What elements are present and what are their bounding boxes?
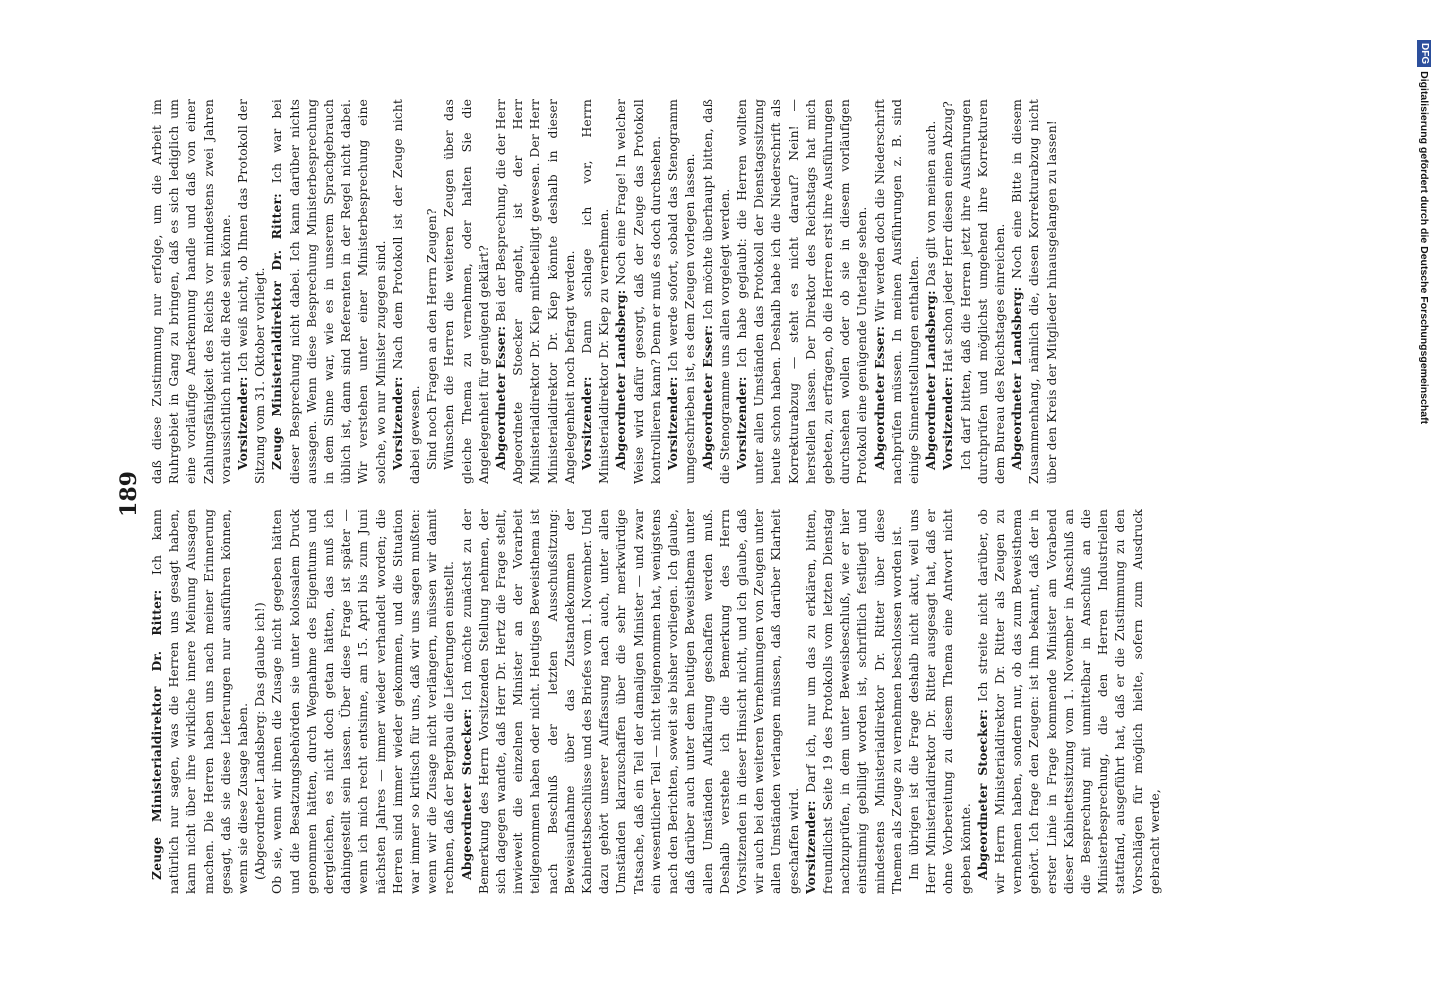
paragraph: Wünschen die Herren die weiteren Zeugen über das gleiche Thema zu vernehmen, oder halten Sie die Angelegenheit für genügend geklärt? [441,99,491,484]
paragraph: Zeuge Ministerialdirektor Dr. Ritter: Ich kann natürlich nur sagen, was die Herren uns gesagt haben, kann nicht über ihre wirkliche innere Meinung Aussagen machen. Die Herren haben uns nach meiner Erinnerung gesagt, daß sie diese Lieferungen nur ausführen können, wenn sie diese Zusage haben. [149,509,251,894]
paragraph: Abgeordneter Landsberg: Noch eine Bitte in diesem Zusammenhang, nämlich die, diesen Korrekturabzug nicht über den Kreis der Mitglieder hinausgelangen zu lassen! [1009,99,1059,484]
paragraph: Vorsitzender: Hat schon jeder Herr diesen einen Abzug? [940,101,956,470]
speaker-name: Abgeordneter Landsberg: [1009,286,1025,470]
right-column [148,99,1293,484]
paragraph: Abgeordneter Esser: Ich möchte überhaupt bitten, daß die Stenogramme uns allen vorgelegt werden. [699,99,732,484]
speaker-name: Abgeordneter Esser: [493,325,509,470]
speaker-name: Vorsitzender: [389,376,405,470]
speaker-name: Zeuge Ministerialdirektor Dr. Ritter: [269,193,285,470]
paragraph: daß diese Zustimmung nur erfolge, um die Arbeit im Ruhrgebiet in Gang zu bringen, daß es sich lediglich um eine vorläufige Anerkennung handle und daß von einer Zahlungsfähigkeit des Reichs vor mindestens zwei Jahren voraussichtlich nicht die Rede sein könne. [149,99,233,484]
speaker-name: Zeuge Ministerialdirektor Dr. Ritter: [149,589,164,880]
paragraph: Abgeordneter Stoecker: Ich möchte zunächst zu der Bemerkung des Herrn Vorsitzenden Stellung nehmen, der sich dagegen wandte, daß Herr Dr. Hertz die Frage stellt, inwieweit die einzelnen Minister an der Vorarbeit teilgenommen haben oder nicht. Heutiges Beweisthema ist nach Beschluß der letzten Ausschußsitzung: Beweisaufnahme über das Zustandekommen der Kabinettsbeschlüsse und des Briefes vom 1. November. Und dazu gehört unserer Auffassung nach auch, unter allen Umständen klarzuschaffen über die sehr merkwürdige Tatsache, daß ein Teil der damaligen Minister — und zwar ein wesentlicher Teil — nicht teilgenommen hat, wenigstens nach den Berichten, soweit sie bisher vorliegen. Ich glaube, daß darüber auch unter dem heutigen Beweisthema unter allen Umständen Aufklärung geschaffen werden muß. Deshalb verstehe ich die Bemerkung des Herrn Vorsitzenden in dieser Hinsicht nicht, und ich glaube, daß wir auch bei den weiteren Vernehmungen von Zeugen unter allen Umständen verlangen müssen, daß darüber Klarheit geschaffen wird. [458,509,801,894]
paragraph: Abgeordneter Stoecker: Ich streite nicht darüber, ob wir Herrn Ministerialdirektor Dr. Ritter als Zeugen zu vernehmen haben, sondern nur, ob das zum Beweisthema gehört. Ich frage den Zeugen: ist ihm bekannt, daß der in erster Linie in Frage kommende Minister am Vorabend dieser Kabinettssitzung vom 1. November in Anschluß an die Besprechung mit unmittelbar in Anschluß an die Ministerbesprechung, die den Herren Industriellen stattfand, ausgeführt hat, daß er die Zustimmung zu den Vorschlägen für möglich hielte, sofern zum Ausdruck gebracht werde, [974,509,1162,894]
dfg-logo: DFG [1417,40,1431,67]
page-content [108,84,1298,904]
paragraph: Vorsitzender: Ich habe geglaubt: die Herren wollten unter allen Umständen das Protokoll der Dienstagssitzung heute schon haben. Deshalb habe ich die Niederschrift als Korrekturabzug — steht es nicht darauf? Nein! — herstellen lassen. Der Direktor des Reichstags hat mich gebeten, zu erfragen, ob die Herren erst ihre Ausführungen durchsehen wollen oder ob sie in diesem vorläufigen Protokoll eine genügende Unterlage sehen. [733,99,870,484]
speaker-name: Abgeordneter Esser: [871,325,887,470]
document-page [108,84,1298,904]
speaker-name: Vorsitzender: [665,376,681,470]
credit-sidebar [1414,40,1434,1000]
page-number: 189 [116,471,142,517]
speaker-name: Vorsitzender: [733,376,749,470]
paragraph: Vorsitzender: Nach dem Protokoll ist der Zeuge nicht dabei gewesen. [389,99,423,484]
paragraph: Abgeordneter Esser: Bei der Besprechung, die der Herr Abgeordnete Stoecker angeht, ist der Herr Ministerialdirektor Dr. Kiep mitbeteiligt gewesen. Der Herr Ministerialdirektor Dr. Kiep könnte deshalb in dieser Angelegenheit noch befragt werden. [493,99,577,484]
paragraph: Sind noch Fragen an den Herrn Zeugen? [424,208,440,470]
paragraph: Im übrigen ist die Frage deshalb nicht akut, weil uns Herr Ministerialdirektor Dr. Ritter ausgesagt hat, daß er ohne Vorbereitung zu diesem Thema eine Antwort nicht geben könnte. [905,509,973,894]
speaker-name: Abgeordneter Landsberg: [923,290,939,470]
paragraph: Abgeordneter Landsberg: Das gilt von meinen auch. [923,120,939,470]
paragraph: Zeuge Ministerialdirektor Dr. Ritter: Ich war bei dieser Besprechung nicht dabei. Ich kann darüber nichts aussagen. Wenn diese Besprechung Ministerbesprechung in dem Sinne war, wie es in unserem Sprachgebrauch üblich ist, dann sind Referenten in der Regel nicht dabei. Wir verstehen unter einer Ministerbesprechung eine solche, wo nur Minister zugegen sind. [269,99,388,484]
left-column [148,509,1293,894]
speaker-name: Vorsitzender: [235,376,251,470]
paragraph: Vorsitzender: Ich weiß nicht, ob Ihnen das Protokoll der Sitzung vom 31. Oktober vorliegt. [235,99,268,484]
paragraph: Abgeordneter Landsberg: Noch eine Frage! In welcher Weise wird dafür gesorgt, daß der Zeuge das Protokoll kontrollieren kann? Denn er muß es doch durchsehen. [613,99,663,484]
speaker-name: Vorsitzender: [940,376,956,470]
speaker-name: Abgeordneter Stoecker: [974,708,990,880]
credit-text: Digitalisierung gefördert durch die Deutsche Forschungsgemeinschaft [1418,71,1430,425]
paragraph: Vorsitzender: Darf ich, nur um das zu erklären, bitten, freundlichst Seite 19 des Protokolls vom letzten Dienstag nachzuprüfen, in dem unter Beweisbeschluß, wie er hier einstimmig gebilligt worden ist, schriftlich festliegt und mindestens Ministerialdirektor Dr. Ritter über diese Themen als Zeuge zu vernehmen beschlossen worden ist. [802,509,904,894]
paragraph: Ich darf bitten, daß die Herren jetzt ihre Ausführungen durchprüfen und möglichst umgehend ihre Korrekturen dem Bureau des Reichstages einreichen. [957,99,1007,484]
speaker-name: Abgeordneter Esser: [699,324,715,470]
speaker-name: Abgeordneter Stoecker: [458,708,474,880]
paragraph: Vorsitzender: Dann schlage ich vor, Herrn Ministerialdirektor Dr. Kiep zu vernehmen. [579,99,612,484]
speaker-name: Vorsitzender: [579,376,595,470]
paragraph: Vorsitzender: Ich werde sofort, sobald das Stenogramm umgeschrieben ist, es dem Zeugen vorlegen lassen. [665,99,698,484]
speaker-name: Abgeordneter Landsberg: [613,289,629,470]
paragraph: Abgeordneter Esser: Wir werden doch die Niederschrift nachprüfen müssen. In meinen Ausführungen z. B. sind einige Sinnentstellungen enthalten. [871,99,921,484]
paragraph: Ob sie, wenn wir ihnen die Zusage nicht gegeben hätten und die Besatzungsbehörden sie unter kolossalem Druck genommen hätten, durch Wegnahme des Eigentums und dergleichen, es nicht doch getan hätten, das muß ich dahingestellt sein lassen. Über diese Frage ist später — wenn ich mich recht entsinne, am 15. April bis zum Juni nächsten Jahres — immer wieder verhandelt worden; die Herren sind immer wieder gekommen, und die Situation war immer so kritisch für uns, daß wir uns sagen mußten: wenn wir die Zusage nicht verlängern, müssen wir damit rechnen, daß der Bergbau die Lieferungen einstellt. [269,509,457,894]
speaker-name: Vorsitzender: [802,800,818,894]
credit-line [1414,40,1434,1000]
paragraph: (Abgeordneter Landsberg: Das glaube ich!) [252,602,268,880]
